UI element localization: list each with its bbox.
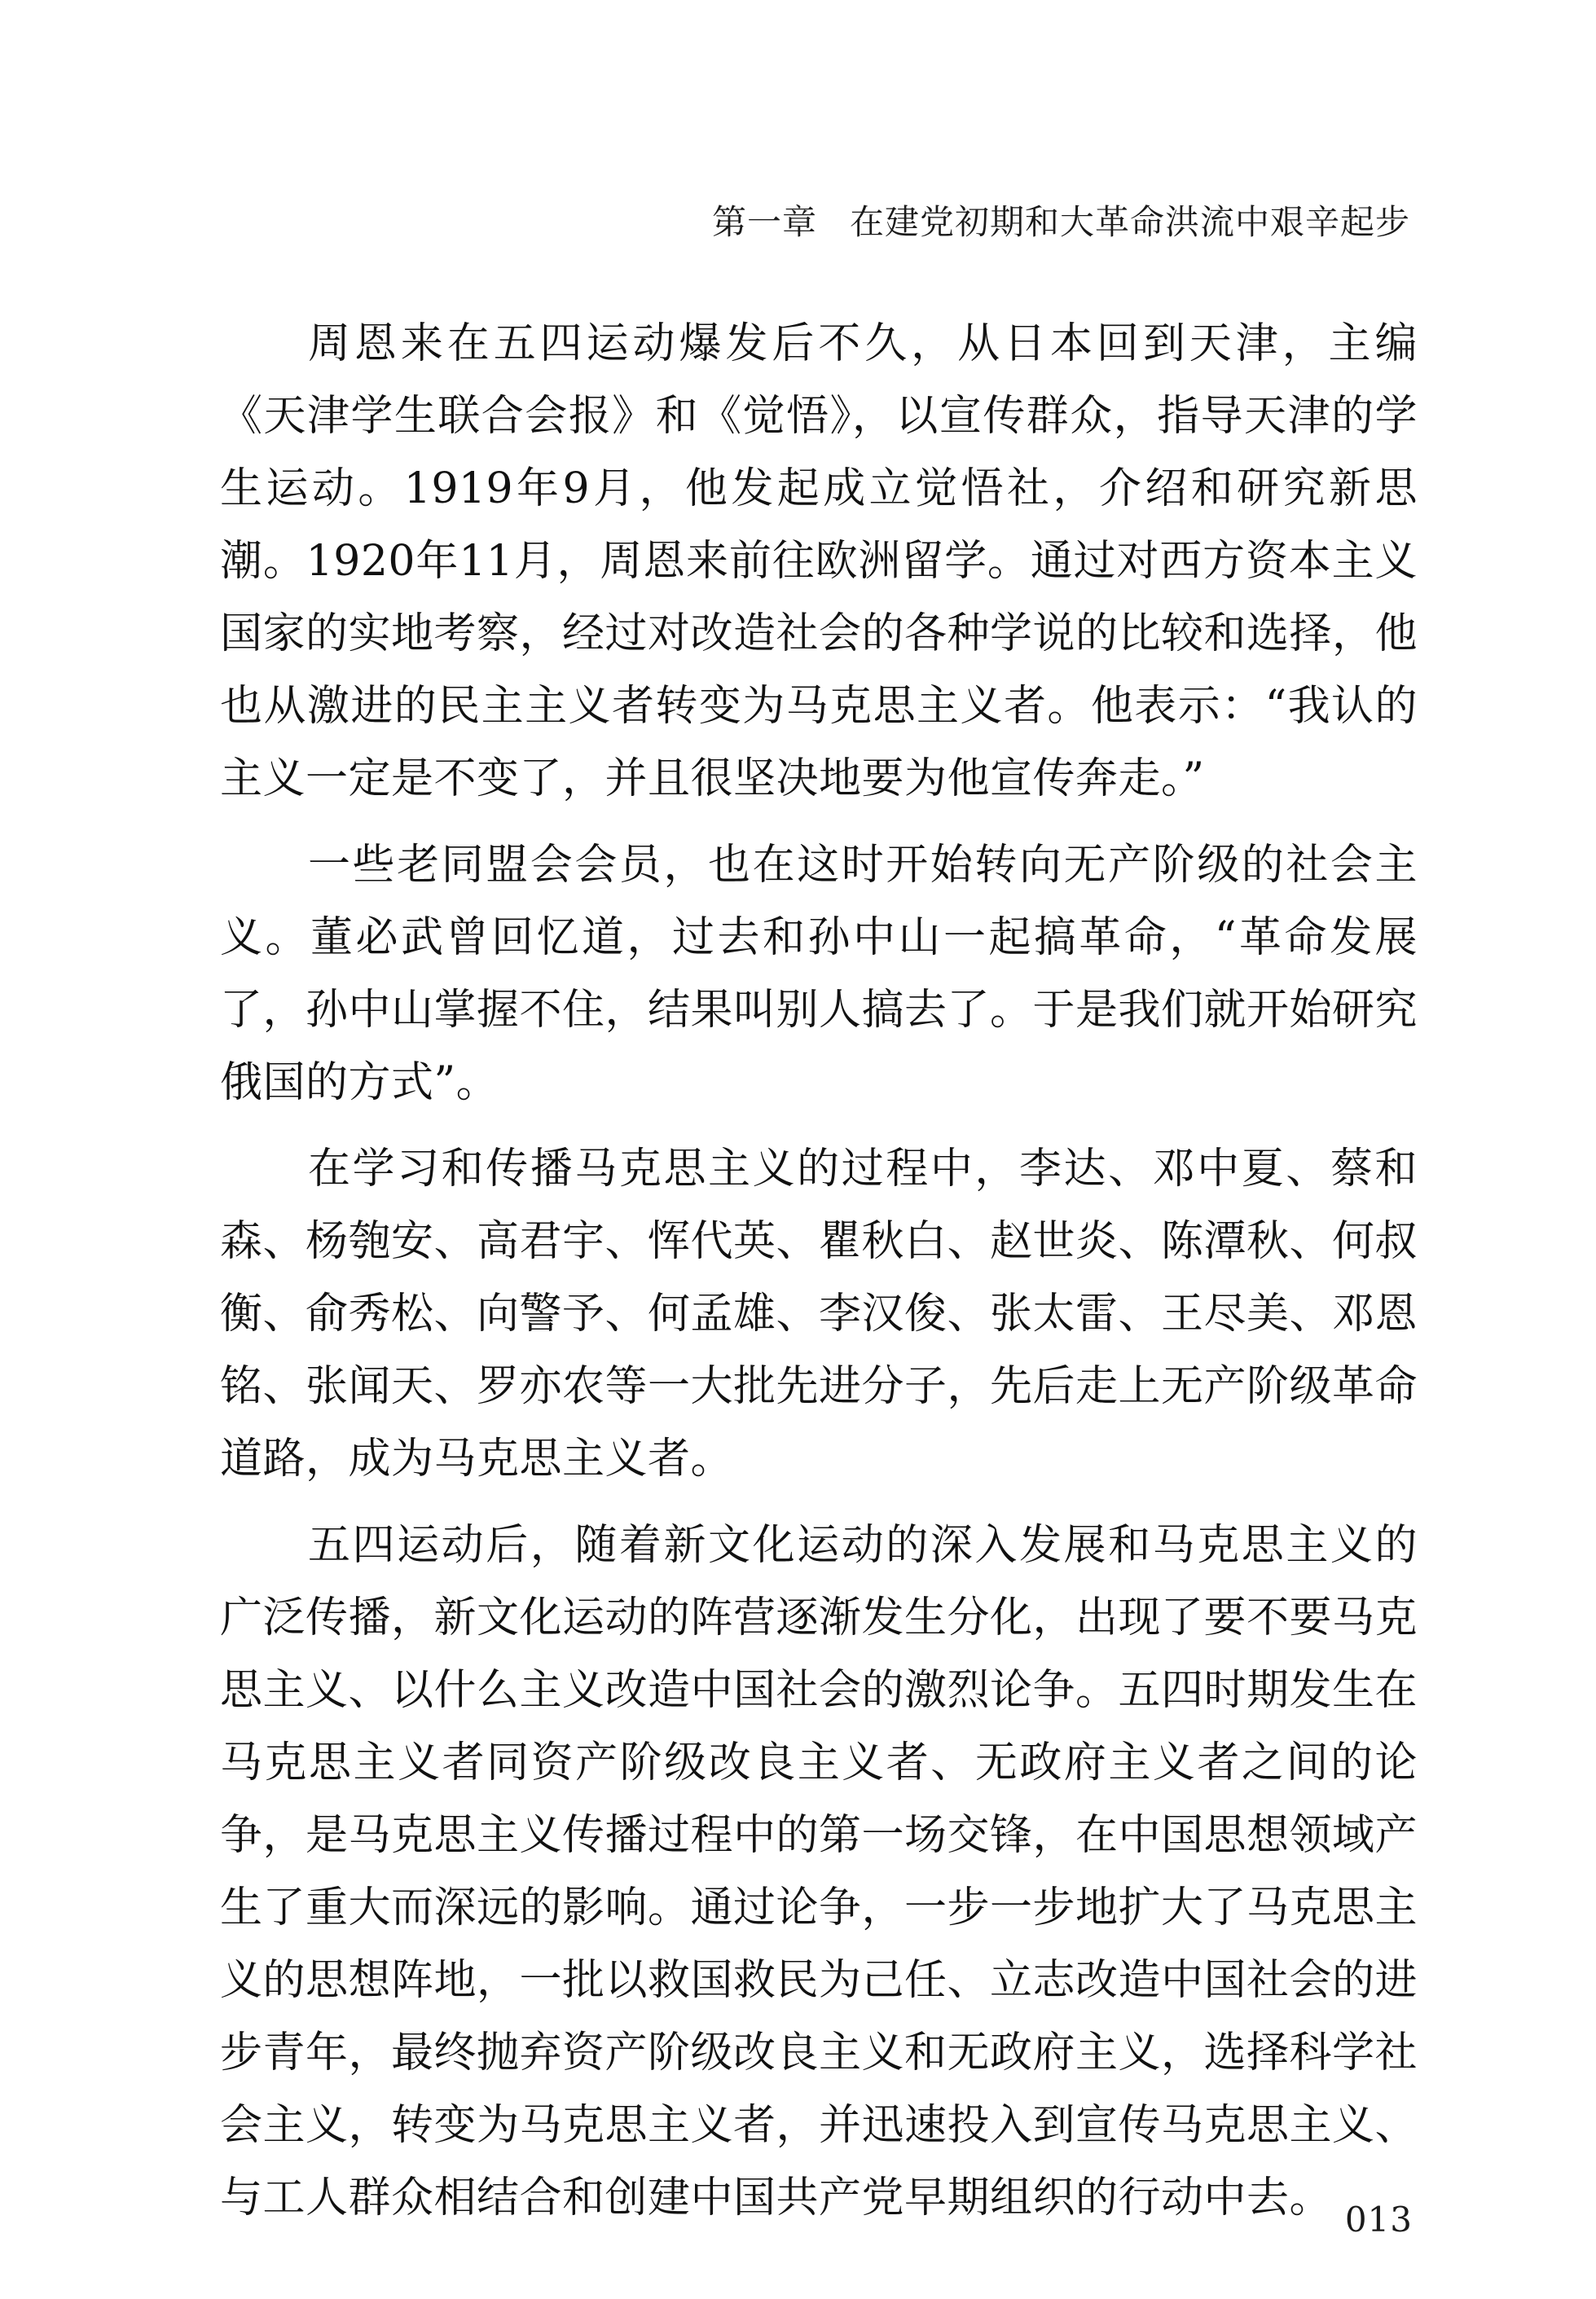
body-text — [220, 308, 1418, 2248]
running-header — [712, 196, 1410, 244]
chapter-title: 在建党初期和大革命洪流中艰辛起步 — [849, 202, 1410, 242]
paragraph-zhou-enlai: 周恩来在五四运动爆发后不久，从日本回到天津，主编《天津学生联合会报》和《觉悟》，以宣传群众，指导天津的学生运动。1919年9月，他发起成立觉悟社，介绍和研究新思潮。1920年11月，周恩来前往欧洲留学。通过对西方资本主义国家的实地考察，经过对改造社会的各种学说的比较和选择，他也从激进的民主主义者转变为马克思主义者。他表示：“我认的主义一定是不变了，并且很坚决地要为他宣传奔走。” — [220, 319, 1418, 803]
paragraph-debates: 五四运动后，随着新文化运动的深入发展和马克思主义的广泛传播，新文化运动的阵营逐渐发生分化，出现了要不要马克思主义、以什么主义改造中国社会的激烈论争。五四时期发生在马克思主义者同资产阶级改良主义者、无政府主义者之间的论争，是马克思主义传播过程中的第一场交锋，在中国思想领域产生了重大而深远的影响。通过论争，一步一步地扩大了马克思主义的思想阵地，一批以救国救民为己任、立志改造中国社会的进步青年，最终抛弃资产阶级改良主义和无政府主义，选择科学社会主义，转变为马克思主义者，并迅速投入到宣传马克思主义、与工人群众相结合和创建中国共产党早期组织的行动中去。 — [220, 1521, 1418, 2222]
paragraph-tongmenghui: 一些老同盟会会员，也在这时开始转向无产阶级的社会主义。董必武曾回忆道，过去和孙中山一起搞革命，“革命发展了，孙中山掌握不住，结果叫别人搞去了。于是我们就开始研究俄国的方式”。 — [220, 841, 1418, 1107]
chapter-label: 第一章 — [711, 202, 817, 242]
page-number: 013 — [1344, 2200, 1413, 2240]
paragraph-marxists-list: 在学习和传播马克思主义的过程中，李达、邓中夏、蔡和森、杨匏安、高君宇、恽代英、瞿秋白、赵世炎、陈潭秋、何叔衡、俞秀松、向警予、何孟雄、李汉俊、张太雷、王尽美、邓恩铭、张闻天、罗亦农等一大批先进分子，先后走上无产阶级革命道路，成为马克思主义者。 — [220, 1145, 1418, 1484]
